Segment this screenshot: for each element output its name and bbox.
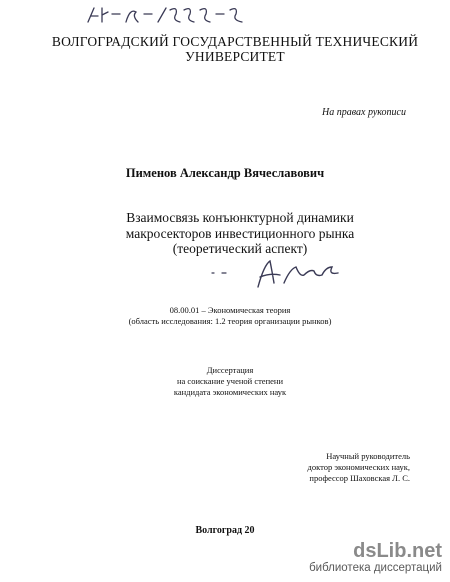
dslib-tagline: библиотека диссертаций (309, 562, 442, 574)
author-name: Пименов Александр Вячеславович (125, 166, 325, 180)
specialty-block (60, 305, 400, 327)
supervisor-line-3: профессор Шаховская Л. С. (309, 473, 410, 483)
title-line-2: макросекторов инвестиционного рынка (125, 225, 355, 241)
research-area: (область исследования: 1.2 теория организации рынков) (128, 316, 332, 326)
university-name (40, 34, 430, 64)
manuscript-note: На правах рукописи (322, 107, 406, 118)
supervisor-block (250, 451, 410, 484)
university-line-2: УНИВЕРСИТЕТ (185, 49, 285, 64)
degree-line-1: Диссертация (206, 365, 254, 375)
degree-block (60, 365, 400, 398)
city-year: Волгоград 20 (195, 525, 255, 536)
handwritten-registration-number (80, 2, 280, 28)
supervisor-line-1: Научный руководитель (326, 451, 410, 461)
degree-line-3: кандидата экономических наук (173, 387, 287, 397)
dissertation-title (60, 210, 420, 257)
handwritten-signature (200, 255, 360, 291)
supervisor-line-2: доктор экономических наук, (307, 462, 410, 472)
dslib-watermark (309, 541, 442, 575)
dslib-logo: dsLib.net (353, 540, 442, 562)
title-line-3: (теоретический аспект) (172, 241, 308, 256)
degree-line-2: на соискание ученой степени (176, 376, 283, 386)
university-line-1: ВОЛГОГРАДСКИЙ ГОСУДАРСТВЕННЫЙ ТЕХНИЧЕСКИЙ (51, 34, 419, 49)
specialty-code: 08.00.01 – Экономическая теория (169, 305, 291, 315)
title-line-1: Взаимосвязь конъюнктурной динамики (126, 210, 354, 225)
